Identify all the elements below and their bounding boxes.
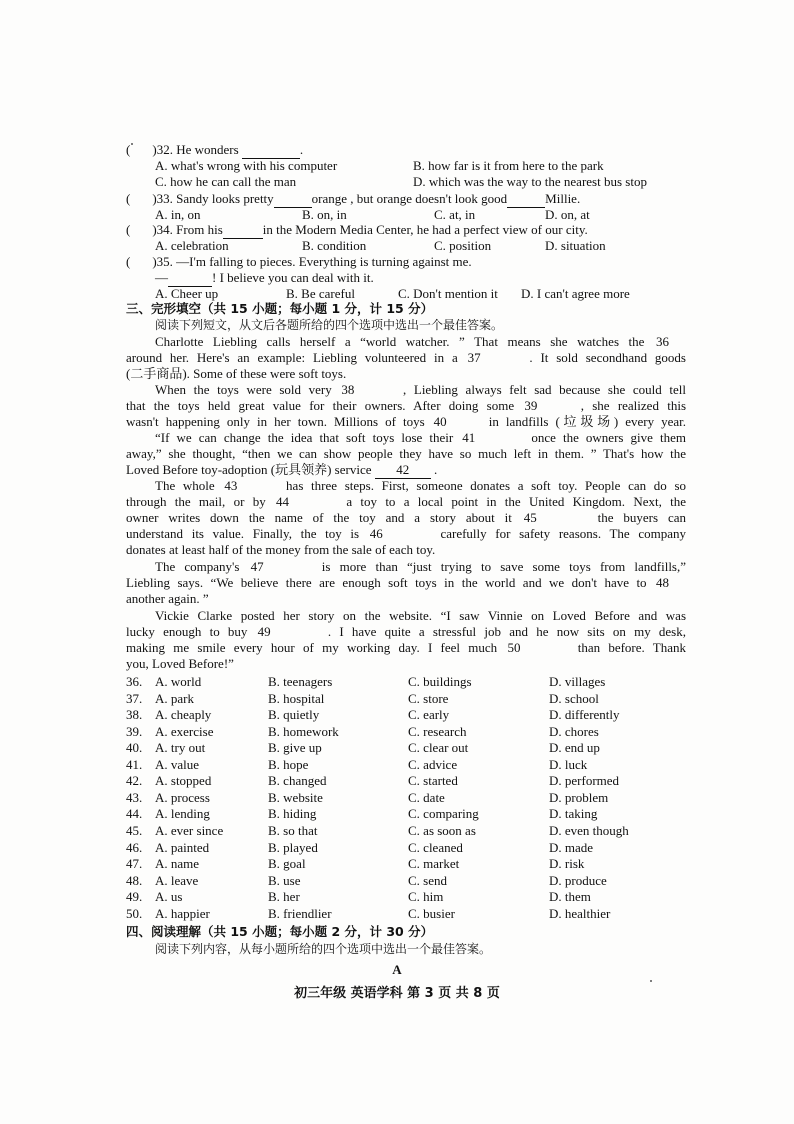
- question-number: 39.: [126, 723, 143, 739]
- stem-end: .: [299, 142, 304, 157]
- option-a: A. try out: [155, 740, 206, 756]
- option-a: A. lending: [155, 806, 210, 822]
- option-a: A. world: [155, 674, 202, 689]
- option-a: A. happier: [155, 905, 210, 921]
- question-number: 41.: [126, 756, 143, 772]
- option-b: B. her: [268, 889, 300, 905]
- option-c: C. market: [408, 856, 460, 872]
- passage-text: owner writes down the name of the toy and a story about it: [126, 510, 512, 525]
- option-a: A. us: [155, 889, 183, 905]
- passage-text: When the toys were sold very: [155, 382, 332, 397]
- question-number: 45.: [126, 822, 143, 838]
- section-part-label: A: [392, 962, 402, 977]
- option-b: B. quietly: [268, 707, 320, 723]
- blank-38: 38: [339, 382, 395, 398]
- paren-close: ): [152, 142, 157, 157]
- passage-line: [126, 366, 686, 382]
- question-number: 37.: [126, 690, 143, 706]
- passage-text: “If we can change the idea that soft toys lose their: [155, 430, 454, 445]
- question-stem: 32. He wonders: [156, 142, 239, 157]
- option-d: D. luck: [549, 756, 588, 772]
- answer-blank: [168, 270, 212, 287]
- option-c: C. store: [408, 690, 449, 706]
- option-c: C. date: [408, 789, 445, 805]
- blank-45: 45: [522, 510, 588, 526]
- passage-line: [126, 591, 686, 607]
- option-c: C. as soon as: [408, 822, 476, 838]
- passage-line: [126, 624, 686, 640]
- passage-line: [126, 575, 686, 591]
- option-a: A. value: [155, 756, 200, 772]
- q32-option-a: A. what's wrong with his computer: [155, 158, 338, 173]
- passage-line: [126, 494, 686, 510]
- passage-text: Liebling says. “We believe there are enough soft toys in the world and we don't have to: [126, 575, 647, 590]
- option-c: C. cleaned: [408, 839, 463, 855]
- option-b: B. website: [268, 789, 323, 805]
- passage-text: in landfills (垃圾场) every year.: [488, 414, 686, 429]
- blank-49: 49: [256, 624, 320, 640]
- option-b: B. friendlier: [268, 905, 332, 921]
- passage-text: , Liebling always felt sad because she could tell: [403, 382, 686, 397]
- question-stem-cont: orange , but orange doesn't look good: [311, 191, 508, 206]
- q33-option-d: D. on, at: [545, 207, 590, 222]
- passage-text: Charlotte Liebling calls herself a “world watcher. ” That means she watches the: [155, 334, 645, 349]
- question-33: [126, 191, 686, 208]
- blank-37: 37: [466, 350, 522, 366]
- page-footer: 初三年级 英语学科 第 3 页 共 8 页: [294, 986, 500, 1001]
- passage-text: carefully for safety reasons. The company: [440, 526, 686, 541]
- passage-line: [155, 382, 686, 398]
- option-d: D. made: [549, 839, 594, 855]
- passage-text: through the mail, or by: [126, 494, 266, 509]
- question-stem-end: Millie.: [545, 191, 581, 206]
- passage-line: [126, 640, 686, 656]
- passage-text: understand its value. Finally, the toy is: [126, 526, 360, 541]
- passage-line: [126, 350, 686, 366]
- question-stem: )35. —I'm falling to pieces. Everything is turning against me.: [152, 254, 472, 269]
- option-a: A. stopped: [155, 773, 212, 789]
- question-number: 50.: [126, 905, 143, 921]
- passage-text: The company's: [155, 559, 240, 574]
- option-a: A. leave: [155, 872, 199, 888]
- option-a: A. painted: [155, 839, 210, 855]
- option-b: B. changed: [268, 773, 327, 789]
- question-stem-cont: in the Modern Media Center, he had a perfect view of our city.: [262, 222, 588, 237]
- q35-option-c: C. Don't mention it: [398, 286, 498, 301]
- q33-option-c: C. at, in: [434, 207, 476, 222]
- passage-text: donates at least half of the money from the sale of each toy.: [126, 542, 436, 557]
- option-a: A. ever since: [155, 822, 224, 838]
- section-4-instruction: 阅读下列内容，从每小题所给的四个选项中选出一个最佳答案。: [155, 942, 492, 956]
- answer-blank: [507, 191, 545, 208]
- passage-text: than before. Thank: [577, 640, 686, 655]
- question-34: [126, 222, 686, 239]
- question-number: 47.: [126, 856, 143, 872]
- passage-text: that the toys held great value for their owners. After doing some: [126, 398, 515, 413]
- option-d: D. problem: [549, 789, 609, 805]
- option-a: A. exercise: [155, 723, 214, 739]
- blank-41: 41: [460, 430, 524, 446]
- passage-line: [126, 462, 686, 479]
- blank-48: 48: [654, 575, 686, 591]
- passage-line: [155, 559, 686, 575]
- answer-paren: (: [126, 191, 131, 206]
- option-d: D. risk: [549, 856, 585, 872]
- option-d: D. taking: [549, 806, 598, 822]
- option-a: A. process: [155, 789, 210, 805]
- dash: —: [155, 270, 168, 285]
- option-b: B. hope: [268, 756, 309, 772]
- option-d: D. performed: [549, 773, 620, 789]
- blank-40: 40: [432, 414, 482, 430]
- passage-text: (二手商品). Some of these were soft toys.: [126, 366, 347, 381]
- passage-line: [155, 608, 686, 624]
- question-35-reply: [155, 270, 715, 287]
- q34-option-c: C. position: [434, 238, 492, 253]
- option-c: C. send: [408, 872, 447, 888]
- option-d: D. produce: [549, 872, 607, 888]
- passage-line: [155, 430, 686, 446]
- blank-42: 42: [375, 462, 431, 479]
- q34-option-b: B. condition: [302, 238, 367, 253]
- passage-line: [126, 542, 686, 558]
- option-c: C. busier: [408, 905, 455, 921]
- blank-36: 36: [654, 334, 686, 350]
- passage-text: The whole: [155, 478, 215, 493]
- passage-text: .: [433, 462, 438, 477]
- scan-speck: [131, 143, 133, 145]
- passage-text: . I have quite a stressful job and he now sits on my desk,: [327, 624, 686, 639]
- passage-text: another again. ”: [126, 591, 209, 606]
- blank-44: 44: [274, 494, 338, 510]
- question-stem: )33. Sandy looks pretty: [152, 191, 274, 206]
- question-stem: )34. From his: [152, 222, 223, 237]
- option-d: D. healthier: [549, 905, 611, 921]
- option-b: B. hospital: [268, 690, 325, 706]
- option-d: D. end up: [549, 740, 600, 756]
- blank-46: 46: [368, 526, 432, 542]
- option-c: C. clear out: [408, 740, 469, 756]
- passage-text: once the owners give them: [531, 430, 686, 445]
- passage-text: has three steps. First, someone donates a soft toy. People can do so: [286, 478, 686, 493]
- option-b: B. teenagers: [268, 674, 333, 689]
- passage-text: the buyers can: [597, 510, 686, 525]
- section-4-title: 四、阅读理解（共 15 小题；每小题 2 分，计 30 分）: [126, 924, 434, 939]
- passage-line: [155, 334, 686, 350]
- passage-text: a toy to a local point in the United Kingdom. Next, the: [346, 494, 686, 509]
- q35-option-a: A. Cheer up: [155, 286, 219, 301]
- passage-text: . It sold secondhand goods: [529, 350, 686, 365]
- option-c: C. him: [408, 889, 444, 905]
- option-b: B. so that: [268, 822, 318, 838]
- option-a: A. name: [155, 856, 200, 872]
- passage-line: [126, 510, 686, 526]
- answer-blank: [223, 222, 263, 239]
- passage-line: [155, 478, 686, 494]
- section-3-title: 三、完形填空（共 15 小题；每小题 1 分，计 15 分）: [126, 301, 434, 316]
- question-number: 49.: [126, 889, 143, 905]
- question-number: 46.: [126, 839, 143, 855]
- passage-text: is more than “just trying to save some toys from landfills,”: [321, 559, 686, 574]
- passage-text: wasn't happening only in her town. Millions of toys: [126, 414, 425, 429]
- option-a: A. park: [155, 690, 194, 706]
- q33-option-b: B. on, in: [302, 207, 347, 222]
- option-c: C. advice: [408, 756, 458, 772]
- passage-text: you, Loved Before!”: [126, 656, 234, 671]
- q34-option-d: D. situation: [545, 238, 606, 253]
- q34-option-a: A. celebration: [155, 238, 229, 253]
- passage-text: , she realized this: [580, 398, 686, 413]
- option-d: D. school: [549, 690, 599, 706]
- answer-paren: (: [126, 254, 131, 269]
- q35-option-d: D. I can't agree more: [521, 286, 630, 301]
- option-c: C. buildings: [408, 674, 472, 689]
- question-number: 42.: [126, 773, 143, 789]
- option-c: C. early: [408, 707, 450, 723]
- section-3-instruction: 阅读下列短文，从文后各题所给的四个选项中选出一个最佳答案。: [155, 318, 504, 332]
- question-number: 40.: [126, 740, 143, 756]
- option-d: D. villages: [549, 674, 606, 689]
- question-number: 48.: [126, 872, 143, 888]
- option-d: D. chores: [549, 723, 599, 739]
- blank-47: 47: [249, 559, 313, 575]
- passage-text: making me smile every hour of my working day. I feel much: [126, 640, 498, 655]
- option-c: C. started: [408, 773, 458, 789]
- reply-text: ! I believe you can deal with it.: [212, 270, 374, 285]
- option-c: C. research: [408, 723, 467, 739]
- question-32: [126, 142, 686, 159]
- passage-line: [126, 656, 686, 672]
- option-b: B. played: [268, 839, 318, 855]
- scan-speck: [650, 980, 652, 982]
- q32-option-d: D. which was the way to the nearest bus stop: [413, 174, 647, 189]
- option-a: A. cheaply: [155, 707, 212, 723]
- option-b: B. hiding: [268, 806, 317, 822]
- blank-43: 43: [222, 478, 278, 494]
- option-b: B. goal: [268, 856, 306, 872]
- passage-line: [126, 446, 686, 462]
- option-b: B. give up: [268, 740, 322, 756]
- passage-line: [126, 414, 686, 430]
- option-b: B. homework: [268, 723, 339, 739]
- option-c: C. comparing: [408, 806, 479, 822]
- passage-line: [126, 526, 686, 542]
- answer-blank: [274, 191, 312, 208]
- option-d: D. them: [549, 889, 591, 905]
- q32-option-c: C. how he can call the man: [155, 174, 297, 189]
- answer-blank: [242, 142, 300, 159]
- answer-paren: (: [126, 222, 131, 237]
- question-number: 36.: [126, 674, 143, 689]
- question-35: [126, 254, 686, 270]
- passage-text: around her. Here's an example: Liebling volunteered in a: [126, 350, 458, 365]
- option-d: D. differently: [549, 707, 620, 723]
- question-number: 43.: [126, 789, 143, 805]
- option-b: B. use: [268, 872, 301, 888]
- passage-text: away,” she thought, “then we can show people they have so much left in them. ” That's how the: [126, 446, 686, 461]
- question-number: 44.: [126, 806, 143, 822]
- passage-text: Loved Before toy-adoption (玩具领养) service: [126, 462, 372, 477]
- blank-50: 50: [505, 640, 569, 656]
- passage-line: [126, 398, 686, 414]
- answer-paren: (: [126, 142, 131, 157]
- passage-text: lucky enough to buy: [126, 624, 248, 639]
- blank-39: 39: [522, 398, 572, 414]
- q32-option-b: B. how far is it from here to the park: [413, 158, 604, 173]
- passage-text: Vickie Clarke posted her story on the website. “I saw Vinnie on Loved Before and was: [155, 608, 686, 623]
- option-d: D. even though: [549, 822, 629, 838]
- q35-option-b: B. Be careful: [286, 286, 355, 301]
- question-number: 38.: [126, 707, 143, 723]
- q33-option-a: A. in, on: [155, 207, 201, 222]
